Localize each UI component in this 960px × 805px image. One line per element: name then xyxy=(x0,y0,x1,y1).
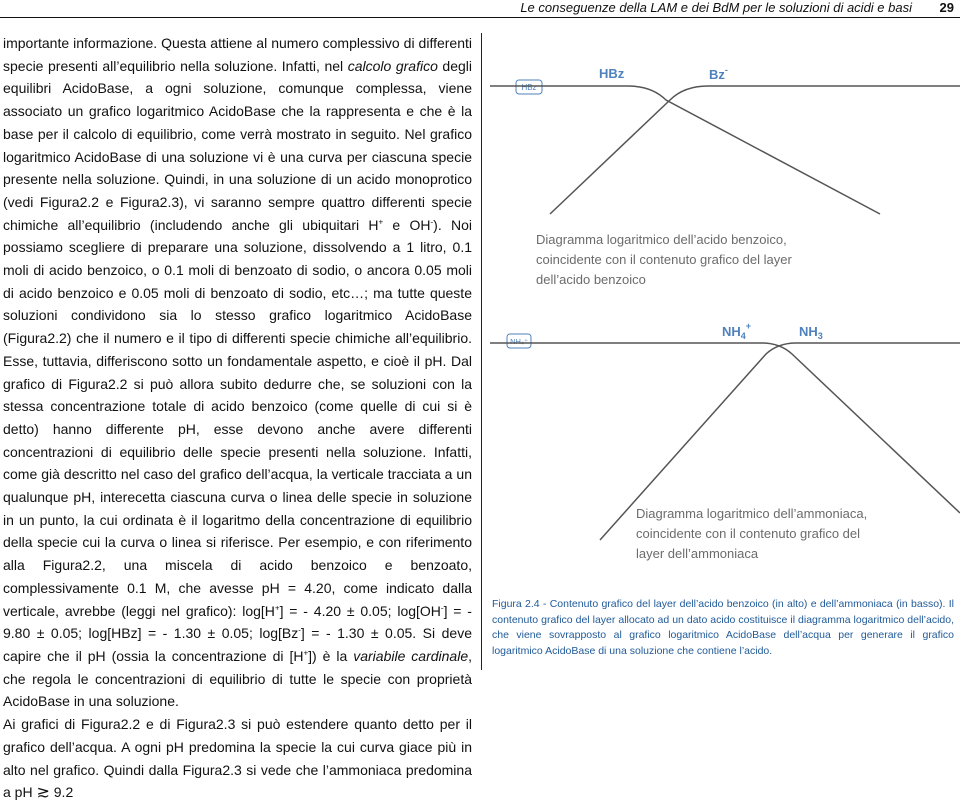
hbz-curve xyxy=(490,86,880,214)
paragraph-2: Ai grafici di Figura2.2 e di Figura2.3 si può estendere quanto detto per il grafico dell’acqua. A ogni pH predomina la specie la cui curva giace più in alto nel grafico. Quindi dalla Figura2.3 si vede che l’ammoniaca predomina a pH ≳ 9.2 xyxy=(3,716,472,802)
running-title: Le conseguenze della LAM e dei BdM per le soluzioni di acidi e basi xyxy=(520,0,912,15)
approx-greater-symbol: ≳ xyxy=(36,784,50,802)
nh4-layer-box-label: NH₄⁺ xyxy=(510,337,528,346)
figure-2-4 xyxy=(490,42,960,590)
emphasis-calcolo-grafico: calcolo grafico xyxy=(347,57,438,74)
nh4-curve xyxy=(490,343,960,513)
header-rule xyxy=(0,17,960,18)
column-divider xyxy=(481,33,482,670)
body-text xyxy=(3,32,472,805)
species-label-nh3: $NH_3$ xyxy=(799,324,823,341)
species-label-bz: Bz- xyxy=(709,65,728,82)
hbz-layer-box-label: HBz xyxy=(521,83,537,92)
figure-caption: Figura 2.4 - Contenuto grafico del layer dell’acido benzoico (in alto) e dell’ammoniaca (in basso). Il contenuto grafico del layer allocato ad un dato acido costituisce il diagramma logaritmico dell’acido, che viene sovrapposto al grafico logaritmico AcidoBase dell’acqua per generare il grafico logaritmico AcidoBase di una soluzione che contiene l’acido. xyxy=(492,598,954,657)
ammonia-diagram-description: Diagramma logaritmico dell’ammoniaca, coincidente con il contenuto grafico del layer dell’ammoniaca xyxy=(636,506,868,561)
page-header xyxy=(0,0,960,17)
bz-curve xyxy=(550,86,960,214)
emphasis-variabile-cardinale: variabile cardinale xyxy=(353,647,469,664)
paragraph-1: importante informazione. Questa attiene al numero complessivo di differenti specie presenti all’equilibrio nella soluzione. Infatti, nel calcolo grafico degli equilibri AcidoBase, a ogni soluzione, comunque complessa, viene associato un grafico logaritmico AcidoBase che la rappresenta e che è la base per il calcolo di equilibrio, come verrà mostrato in seguito. Nel grafico logaritmico AcidoBase di una soluzione vi è una curva per ciascuna specie presente nella soluzione. Quindi, in una soluzione di un acido monoprotico (vedi Figura2.2 e Figura2.3), vi saranno sempre quattro differenti specie chimiche all’equilibrio (includendo anche gli ubiquitari H+ e OH-). Noi possiamo scegliere di preparare una soluzione, dissolvendo a 1 litro, 0.1 moli di acido benzoico, o 0.1 moli di benzoato di sodio, o ancora 0.05 moli di acido benzoico e 0.05 moli di benzoato di sodio, etc…; ma tutte queste soluzioni condividono sia lo stesso grafico logaritmico AcidoBase (Figura2.2) che il numero e il tipo di differenti specie chimiche all’equilibrio. Esse, tuttavia, differiscono sotto un fondamentale aspetto, e cioè il pH. Dal grafico di Figura2.2 si può allora subito dedurre che, se soluzioni con la stessa concentrazione totale di acido benzoico (come quelle di cui si è detto) hanno differente pH, esse devono anche avere differenti concentrazioni di equilibrio delle specie presenti nella soluzione. Infatti, come già descritto nel caso del grafico dell’acqua, la verticale tracciata a un qualunque pH, interecetta ciascuna curva o linea delle specie in soluzione in un punto, la cui ordinata è il logaritmo della concentrazione di equilibrio della specie cui la curva o linea si riferisce. Per esempio, e con riferimento alla Figura2.2, una miscela di acido benzoico e benzoato, complessivamente 0.1 M, che avesse pH = 4.20, come indicato dalla verticale, avrebbe (leggi nel grafico): log[H+] = - 4.20 ± 0.05; log[OH-] = - 9.80 ± 0.05; log[HBz] = - 1.30 ± 0.05; log[Bz-] = - 1.30 ± 0.05. Si deve capire che il pH (ossia la concentrazione di [H+]) è la variabile cardinale, che regola le concentrazioni di equilibrio di tutte le specie con proprietà AcidoBase in una soluzione. xyxy=(3,35,473,710)
page-number: 29 xyxy=(939,0,954,15)
species-label-hbz: HBz xyxy=(599,66,625,81)
species-label-nh4: $NH_4^+$ xyxy=(722,321,752,341)
benzoic-diagram-description: Diagramma logaritmico dell’acido benzoico, coincidente con il contenuto grafico del layer dell’acido benzoico xyxy=(536,232,792,287)
